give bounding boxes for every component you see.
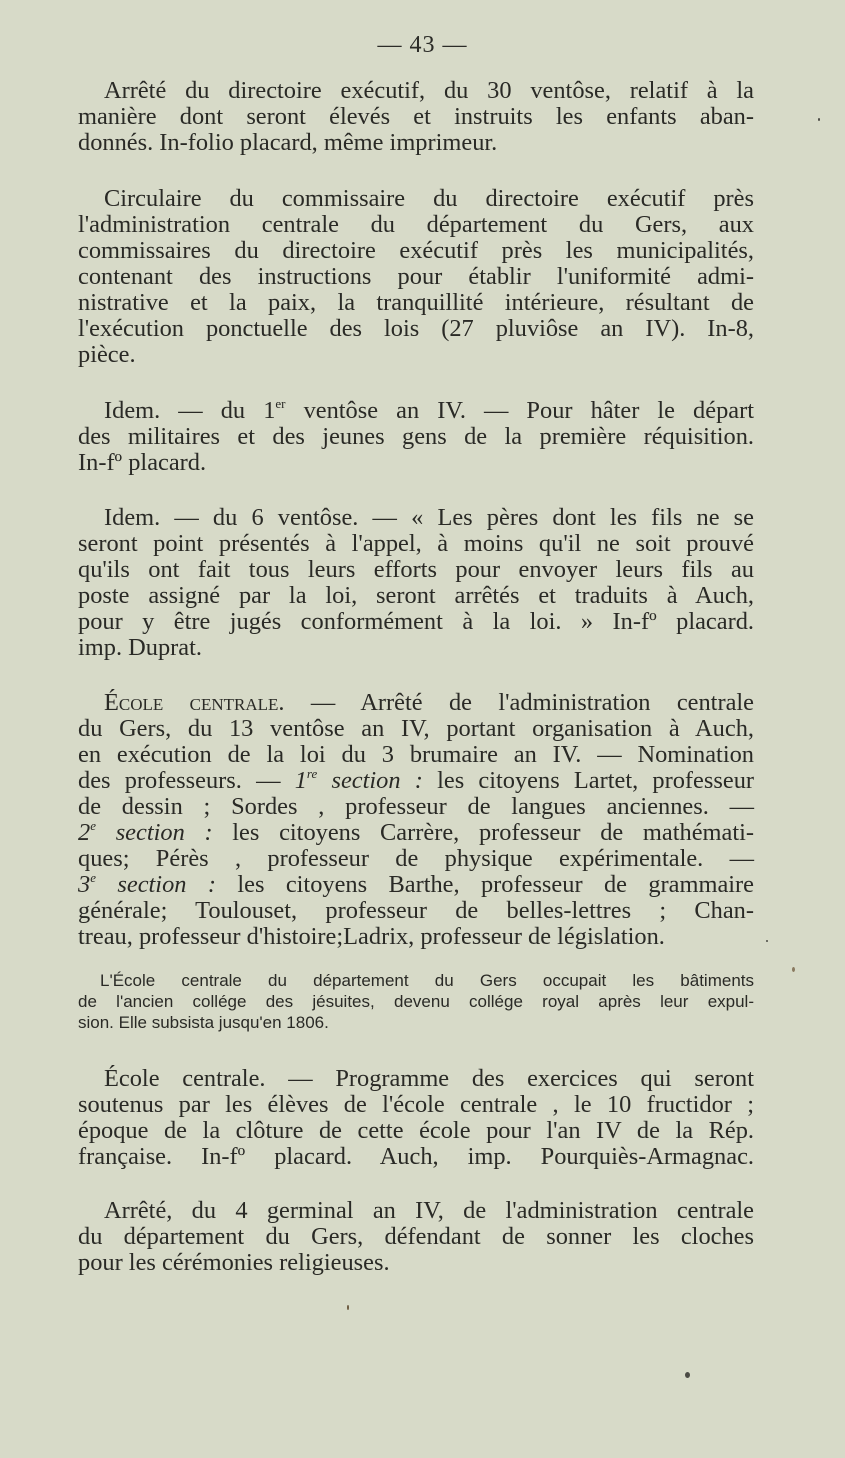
- text-line: pièce.: [78, 341, 136, 368]
- text-fragment: ventôse an IV. — Pour hâter le départ: [285, 397, 754, 424]
- text-line: de dessin ; Sordes , professeur de langues anciennes. —: [78, 793, 754, 820]
- text-fragment: les citoyens Barthe, professeur de grammaire: [215, 871, 754, 898]
- text-line: des militaires et des jeunes gens de la première réquisition.: [78, 423, 754, 450]
- page-number: — 43 —: [377, 32, 468, 58]
- text-fragment: Idem. — du 1: [104, 397, 276, 424]
- text-line: [78, 398, 754, 424]
- text-line: Arrêté du directoire exécutif, du 30 ventôse, relatif à la: [104, 77, 754, 104]
- entry-ecole-centrale-programme: [78, 1066, 754, 1170]
- text-line: donnés. In-folio placard, même imprimeur.: [78, 129, 498, 156]
- text-line: du Gers, du 13 ventôse an IV, portant organisation à Auch,: [78, 715, 754, 742]
- text-line: [78, 768, 754, 794]
- text-line: nistrative et la paix, la tranquillité intérieure, résultant de: [78, 289, 754, 316]
- section-heading: École centrale.: [104, 689, 285, 716]
- entry-circulaire: [78, 186, 754, 368]
- text-line: pour les cérémonies religieuses.: [78, 1249, 390, 1276]
- text-line: l'exécution ponctuelle des lois (27 pluviôse an IV). In-8,: [78, 315, 754, 342]
- text-line: l'administration centrale du département du Gers, aux: [78, 211, 754, 238]
- text-line: générale; Toulouset, professeur de belles-lettres ; Chan-: [78, 897, 754, 924]
- text-line: imp. Duprat.: [78, 634, 202, 661]
- text-fragment: les citoyens Carrère, professeur de mathémati-: [212, 819, 754, 846]
- text-line: Circulaire du commissaire du directoire exécutif près: [104, 185, 754, 212]
- text-line: seront point présentés à l'appel, à moins qu'il ne soit prouvé: [78, 530, 754, 557]
- text-line: commissaires du directoire exécutif près les municipalités,: [78, 237, 754, 264]
- text-line: [78, 872, 754, 898]
- entry-ecole-centrale-arrete: [78, 690, 754, 950]
- note-line: sion. Elle subsista jusqu'en 1806.: [78, 1013, 329, 1032]
- text-line: manière dont seront élevés et instruits les enfants aban-: [78, 103, 754, 130]
- text-line: ques; Pérès , professeur de physique expérimentale. —: [78, 845, 754, 872]
- superscript: er: [275, 396, 286, 411]
- text-line: époque de la clôture de cette école pour l'an IV de la Rép.: [78, 1117, 754, 1144]
- section-number: 2e section :: [78, 818, 213, 846]
- entry-arrete-30-ventose: [78, 78, 754, 156]
- entry-idem-1er-ventose: [78, 398, 754, 476]
- entry-idem-6-ventose: [78, 505, 754, 661]
- text-line: Arrêté, du 4 germinal an IV, de l'administration centrale: [104, 1197, 754, 1224]
- text-line: en exécution de la loi du 3 brumaire an IV. — Nomination: [78, 741, 754, 768]
- text-line: École centrale. — Programme des exercices qui seront: [104, 1065, 754, 1092]
- paper-speck: [766, 940, 768, 942]
- text-line: Idem. — du 6 ventôse. — « Les pères dont les fils ne se: [104, 504, 754, 531]
- text-fragment: des professeurs. —: [78, 767, 295, 794]
- text-line: qu'ils ont fait tous leurs efforts pour envoyer leurs fils au: [78, 556, 754, 583]
- text-line: française. In-fº placard. Auch, imp. Pourquiès-Armagnac.: [78, 1143, 754, 1170]
- paper-speck: [818, 118, 820, 121]
- text-line: poste assigné par la loi, seront arrêtés et traduits à Auch,: [78, 582, 754, 609]
- text-fragment: — Arrêté de l'administration centrale: [284, 689, 754, 716]
- text-line: du département du Gers, défendant de sonner les cloches: [78, 1223, 754, 1250]
- text-line: [78, 690, 754, 716]
- paper-speck: [347, 1305, 349, 1310]
- note-line: de l'ancien collége des jésuites, devenu collége royal après leur expul-: [78, 992, 754, 1011]
- footnote: [78, 970, 754, 1033]
- paper-speck: [792, 967, 795, 972]
- text-line: pour y être jugés conformément à la loi. » In-fº placard.: [78, 608, 754, 635]
- text-line: contenant des instructions pour établir l'uniformité admi-: [78, 263, 754, 290]
- text-line: soutenus par les élèves de l'école centrale , le 10 fructidor ;: [78, 1091, 754, 1118]
- text-fragment: les citoyens Lartet, professeur: [422, 767, 755, 794]
- paper-speck: [685, 1372, 690, 1378]
- section-number: 3e section :: [78, 870, 216, 898]
- text-line: [78, 820, 754, 846]
- entry-arrete-4-germinal: [78, 1198, 754, 1276]
- section-number: 1re section :: [294, 766, 423, 794]
- text-line: In-fº placard.: [78, 449, 207, 476]
- text-line: treau, professeur d'histoire;Ladrix, professeur de législation.: [78, 923, 665, 950]
- note-line: L'École centrale du département du Gers occupait les bâtiments: [100, 971, 754, 990]
